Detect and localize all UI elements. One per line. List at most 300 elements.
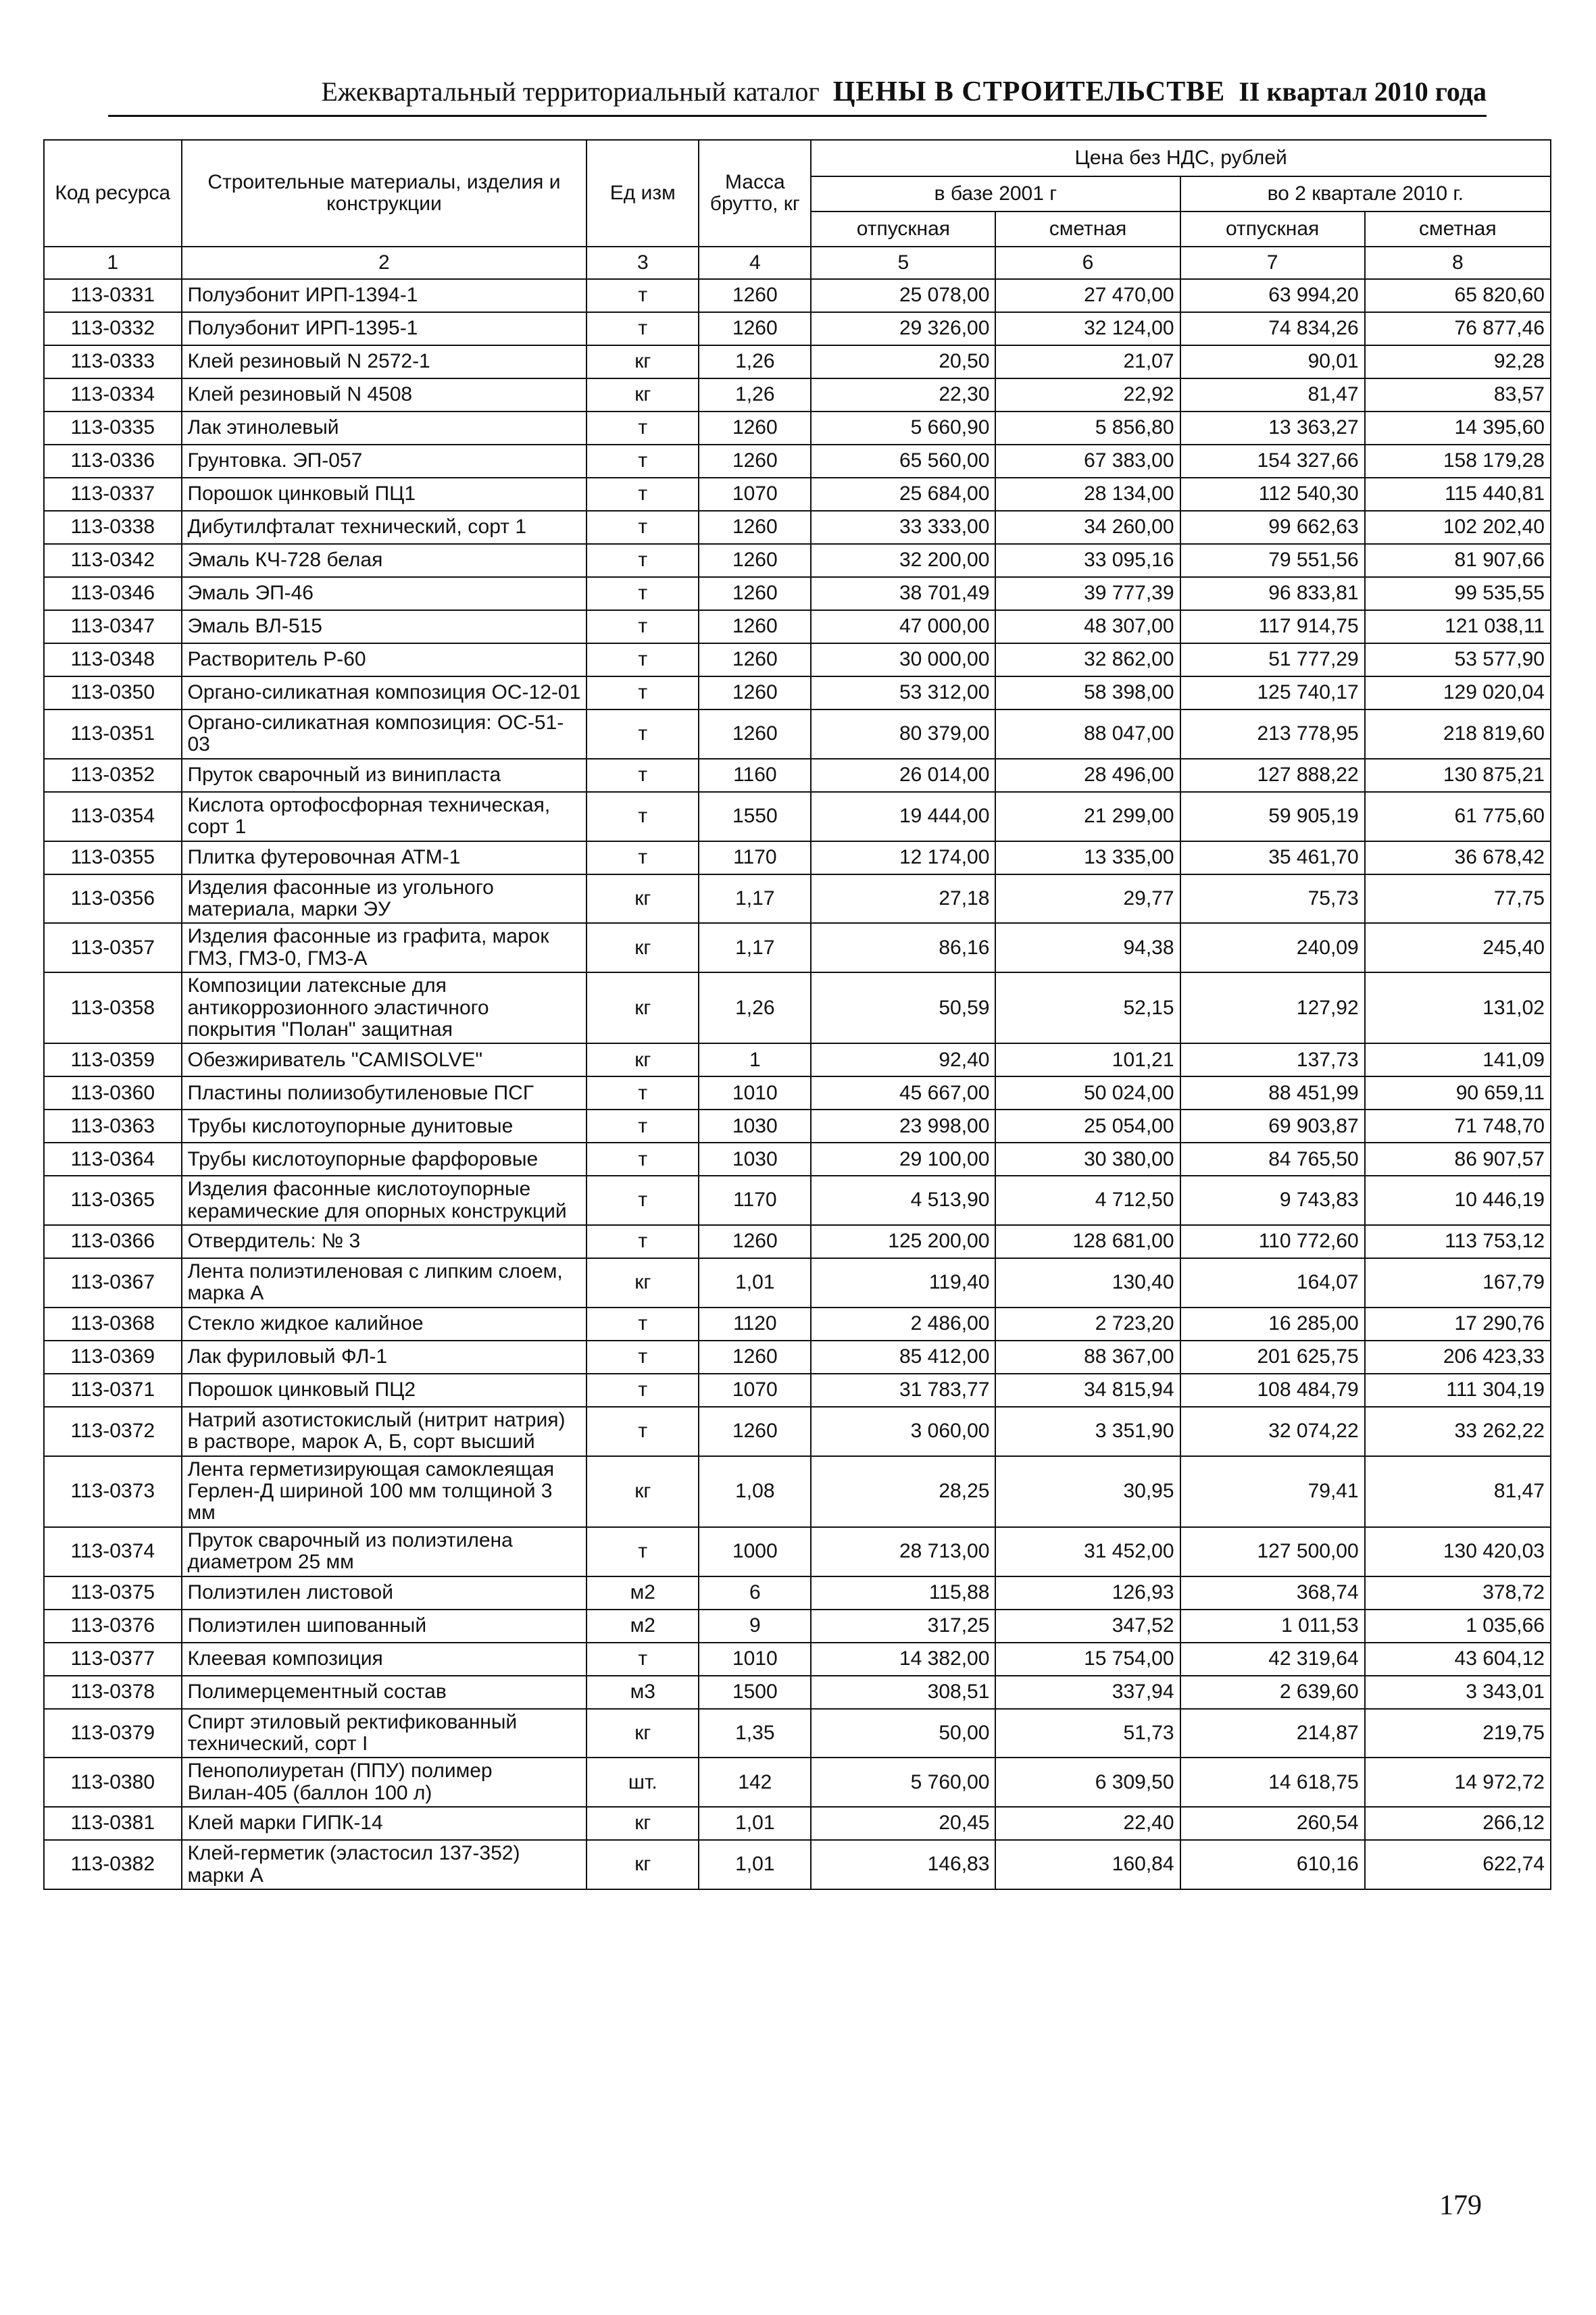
table-row bbox=[44, 643, 1551, 676]
resource-code-cell: 113-0381 bbox=[44, 1807, 182, 1840]
base-release-price-cell: 33 333,00 bbox=[811, 511, 995, 544]
current-estimate-price-cell: 10 446,19 bbox=[1365, 1176, 1551, 1225]
mass-cell: 1170 bbox=[699, 1176, 811, 1225]
resource-code-cell: 113-0378 bbox=[44, 1676, 182, 1709]
current-estimate-price-cell: 36 678,42 bbox=[1365, 841, 1551, 874]
current-release-price-cell: 35 461,70 bbox=[1180, 841, 1365, 874]
mass-cell: 1260 bbox=[699, 610, 811, 643]
material-name-cell: Натрий азотистокислый (нитрит натрия) в растворе, марок А, Б, сорт высший bbox=[182, 1407, 587, 1456]
mass-cell: 1030 bbox=[699, 1143, 811, 1176]
table-row bbox=[44, 1610, 1551, 1643]
base-estimate-price-cell: 32 862,00 bbox=[995, 643, 1180, 676]
table-row bbox=[44, 345, 1551, 378]
unit-cell: т bbox=[587, 710, 699, 759]
current-estimate-price-cell: 61 775,60 bbox=[1365, 792, 1551, 841]
column-index-row-group bbox=[44, 247, 1551, 279]
base-release-price-cell: 92,40 bbox=[811, 1043, 995, 1076]
mass-cell: 1260 bbox=[699, 279, 811, 312]
table-row bbox=[44, 1374, 1551, 1407]
base-estimate-price-cell: 67 383,00 bbox=[995, 445, 1180, 478]
table-row bbox=[44, 279, 1551, 312]
current-estimate-price-cell: 266,12 bbox=[1365, 1807, 1551, 1840]
unit-cell: кг bbox=[587, 874, 699, 924]
base-release-price-cell: 65 560,00 bbox=[811, 445, 995, 478]
resource-code-cell: 113-0352 bbox=[44, 759, 182, 792]
unit-cell: кг bbox=[587, 972, 699, 1043]
resource-code-cell: 113-0379 bbox=[44, 1709, 182, 1758]
base-release-price-cell: 23 998,00 bbox=[811, 1110, 995, 1143]
material-name-cell: Клей резиновый N 4508 bbox=[182, 378, 587, 412]
base-estimate-price-cell: 48 307,00 bbox=[995, 610, 1180, 643]
table-row bbox=[44, 1076, 1551, 1110]
current-estimate-price-cell: 14 395,60 bbox=[1365, 412, 1551, 445]
column-index: 1 bbox=[44, 247, 182, 279]
mass-cell: 1160 bbox=[699, 759, 811, 792]
base-release-price-cell: 38 701,49 bbox=[811, 577, 995, 610]
current-release-price-cell: 42 319,64 bbox=[1180, 1643, 1365, 1676]
header-release-2001: отпускная bbox=[811, 211, 995, 247]
base-release-price-cell: 19 444,00 bbox=[811, 792, 995, 841]
material-name-cell: Полуэбонит ИРП-1395-1 bbox=[182, 312, 587, 345]
mass-cell: 1260 bbox=[699, 1407, 811, 1456]
base-release-price-cell: 47 000,00 bbox=[811, 610, 995, 643]
base-estimate-price-cell: 337,94 bbox=[995, 1676, 1180, 1709]
mass-cell: 1260 bbox=[699, 577, 811, 610]
unit-cell: кг bbox=[587, 345, 699, 378]
current-release-price-cell: 32 074,22 bbox=[1180, 1407, 1365, 1456]
table-row bbox=[44, 710, 1551, 759]
material-name-cell: Растворитель Р-60 bbox=[182, 643, 587, 676]
current-estimate-price-cell: 131,02 bbox=[1365, 972, 1551, 1043]
current-release-price-cell: 90,01 bbox=[1180, 345, 1365, 378]
resource-code-cell: 113-0369 bbox=[44, 1341, 182, 1374]
resource-code-cell: 113-0346 bbox=[44, 577, 182, 610]
column-index: 3 bbox=[587, 247, 699, 279]
current-release-price-cell: 214,87 bbox=[1180, 1709, 1365, 1758]
material-name-cell: Лента герметизирующая самоклеящая Герлен-Д шириной 100 мм толщиной 3 мм bbox=[182, 1456, 587, 1527]
base-estimate-price-cell: 58 398,00 bbox=[995, 676, 1180, 710]
table-row bbox=[44, 478, 1551, 511]
base-estimate-price-cell: 22,92 bbox=[995, 378, 1180, 412]
material-name-cell: Изделия фасонные из графита, марок ГМЗ, ГМЗ-0, ГМЗ-А bbox=[182, 923, 587, 972]
base-release-price-cell: 25 078,00 bbox=[811, 279, 995, 312]
base-release-price-cell: 31 783,77 bbox=[811, 1374, 995, 1407]
current-estimate-price-cell: 71 748,70 bbox=[1365, 1110, 1551, 1143]
resource-code-cell: 113-0355 bbox=[44, 841, 182, 874]
current-estimate-price-cell: 14 972,72 bbox=[1365, 1758, 1551, 1807]
current-estimate-price-cell: 81,47 bbox=[1365, 1456, 1551, 1527]
material-name-cell: Изделия фасонные из угольного материала, марки ЭУ bbox=[182, 874, 587, 924]
mass-cell: 1260 bbox=[699, 412, 811, 445]
current-estimate-price-cell: 83,57 bbox=[1365, 378, 1551, 412]
base-estimate-price-cell: 130,40 bbox=[995, 1258, 1180, 1308]
resource-code-cell: 113-0367 bbox=[44, 1258, 182, 1308]
unit-cell: т bbox=[587, 1643, 699, 1676]
current-estimate-price-cell: 81 907,66 bbox=[1365, 544, 1551, 577]
current-release-price-cell: 213 778,95 bbox=[1180, 710, 1365, 759]
resource-code-cell: 113-0363 bbox=[44, 1110, 182, 1143]
unit-cell: т bbox=[587, 478, 699, 511]
base-release-price-cell: 26 014,00 bbox=[811, 759, 995, 792]
current-release-price-cell: 51 777,29 bbox=[1180, 643, 1365, 676]
current-release-price-cell: 2 639,60 bbox=[1180, 1676, 1365, 1709]
unit-cell: м2 bbox=[587, 1576, 699, 1610]
current-release-price-cell: 610,16 bbox=[1180, 1840, 1365, 1889]
base-estimate-price-cell: 126,93 bbox=[995, 1576, 1180, 1610]
table-row bbox=[44, 577, 1551, 610]
material-name-cell: Органо-силикатная композиция ОС-12-01 bbox=[182, 676, 587, 710]
current-estimate-price-cell: 130 420,03 bbox=[1365, 1527, 1551, 1576]
unit-cell: т bbox=[587, 1076, 699, 1110]
current-estimate-price-cell: 219,75 bbox=[1365, 1709, 1551, 1758]
mass-cell: 1550 bbox=[699, 792, 811, 841]
table-header bbox=[44, 140, 1551, 247]
base-estimate-price-cell: 33 095,16 bbox=[995, 544, 1180, 577]
header-rule bbox=[108, 115, 1487, 117]
current-release-price-cell: 117 914,75 bbox=[1180, 610, 1365, 643]
base-release-price-cell: 317,25 bbox=[811, 1610, 995, 1643]
material-name-cell: Порошок цинковый ПЦ2 bbox=[182, 1374, 587, 1407]
resource-code-cell: 113-0359 bbox=[44, 1043, 182, 1076]
unit-cell: т bbox=[587, 1143, 699, 1176]
unit-cell: т bbox=[587, 1308, 699, 1341]
current-estimate-price-cell: 90 659,11 bbox=[1365, 1076, 1551, 1110]
material-name-cell: Пруток сварочный из винипласта bbox=[182, 759, 587, 792]
unit-cell: кг bbox=[587, 923, 699, 972]
header-unit: Ед изм bbox=[587, 140, 699, 247]
current-estimate-price-cell: 121 038,11 bbox=[1365, 610, 1551, 643]
current-release-price-cell: 74 834,26 bbox=[1180, 312, 1365, 345]
table-row bbox=[44, 1308, 1551, 1341]
unit-cell: т bbox=[587, 544, 699, 577]
column-index: 2 bbox=[182, 247, 587, 279]
header-name: Строительные материалы, изделия и конструкции bbox=[182, 140, 587, 247]
material-name-cell: Эмаль ВЛ-515 bbox=[182, 610, 587, 643]
base-estimate-price-cell: 30,95 bbox=[995, 1456, 1180, 1527]
base-estimate-price-cell: 128 681,00 bbox=[995, 1225, 1180, 1258]
header-release-2010: отпускная bbox=[1180, 211, 1365, 247]
table-row bbox=[44, 1341, 1551, 1374]
base-estimate-price-cell: 13 335,00 bbox=[995, 841, 1180, 874]
resource-code-cell: 113-0332 bbox=[44, 312, 182, 345]
current-release-price-cell: 81,47 bbox=[1180, 378, 1365, 412]
header-prefix: Ежеквартальный территориальный каталог bbox=[321, 76, 820, 107]
current-release-price-cell: 154 327,66 bbox=[1180, 445, 1365, 478]
unit-cell: м3 bbox=[587, 1676, 699, 1709]
base-estimate-price-cell: 32 124,00 bbox=[995, 312, 1180, 345]
column-index: 6 bbox=[995, 247, 1180, 279]
mass-cell: 1070 bbox=[699, 478, 811, 511]
material-name-cell: Полуэбонит ИРП-1394-1 bbox=[182, 279, 587, 312]
header-mass: Масса брутто, кг bbox=[699, 140, 811, 247]
material-name-cell: Клей марки ГИПК-14 bbox=[182, 1807, 587, 1840]
material-name-cell: Кислота ортофосфорная техническая, сорт 1 bbox=[182, 792, 587, 841]
mass-cell: 1,26 bbox=[699, 378, 811, 412]
base-estimate-price-cell: 347,52 bbox=[995, 1610, 1180, 1643]
current-estimate-price-cell: 76 877,46 bbox=[1365, 312, 1551, 345]
table-row bbox=[44, 1709, 1551, 1758]
base-release-price-cell: 5 760,00 bbox=[811, 1758, 995, 1807]
mass-cell: 1260 bbox=[699, 1341, 811, 1374]
mass-cell: 1,01 bbox=[699, 1807, 811, 1840]
base-estimate-price-cell: 34 815,94 bbox=[995, 1374, 1180, 1407]
unit-cell: т bbox=[587, 759, 699, 792]
column-index: 5 bbox=[811, 247, 995, 279]
unit-cell: т bbox=[587, 1374, 699, 1407]
mass-cell: 1,17 bbox=[699, 874, 811, 924]
catalog-period: II квартал 2010 года bbox=[1239, 76, 1487, 107]
table-row bbox=[44, 1527, 1551, 1576]
material-name-cell: Пруток сварочный из полиэтилена диаметром 25 мм bbox=[182, 1527, 587, 1576]
current-release-price-cell: 75,73 bbox=[1180, 874, 1365, 924]
current-release-price-cell: 79 551,56 bbox=[1180, 544, 1365, 577]
unit-cell: кг bbox=[587, 1709, 699, 1758]
header-estimate-2001: сметная bbox=[995, 211, 1180, 247]
current-release-price-cell: 127 500,00 bbox=[1180, 1527, 1365, 1576]
base-release-price-cell: 308,51 bbox=[811, 1676, 995, 1709]
unit-cell: т bbox=[587, 1176, 699, 1225]
table-row bbox=[44, 792, 1551, 841]
unit-cell: т bbox=[587, 412, 699, 445]
mass-cell: 1260 bbox=[699, 643, 811, 676]
mass-cell: 1260 bbox=[699, 676, 811, 710]
current-estimate-price-cell: 92,28 bbox=[1365, 345, 1551, 378]
resource-code-cell: 113-0348 bbox=[44, 643, 182, 676]
mass-cell: 1260 bbox=[699, 312, 811, 345]
current-release-price-cell: 9 743,83 bbox=[1180, 1176, 1365, 1225]
current-release-price-cell: 127,92 bbox=[1180, 972, 1365, 1043]
base-estimate-price-cell: 22,40 bbox=[995, 1807, 1180, 1840]
resource-code-cell: 113-0368 bbox=[44, 1308, 182, 1341]
table-row bbox=[44, 544, 1551, 577]
resource-code-cell: 113-0373 bbox=[44, 1456, 182, 1527]
base-estimate-price-cell: 28 134,00 bbox=[995, 478, 1180, 511]
resource-code-cell: 113-0335 bbox=[44, 412, 182, 445]
table-body bbox=[44, 279, 1551, 1889]
mass-cell: 1260 bbox=[699, 710, 811, 759]
base-estimate-price-cell: 5 856,80 bbox=[995, 412, 1180, 445]
current-release-price-cell: 14 618,75 bbox=[1180, 1758, 1365, 1807]
material-name-cell: Трубы кислотоупорные фарфоровые bbox=[182, 1143, 587, 1176]
current-estimate-price-cell: 102 202,40 bbox=[1365, 511, 1551, 544]
base-estimate-price-cell: 51,73 bbox=[995, 1709, 1180, 1758]
resource-code-cell: 113-0360 bbox=[44, 1076, 182, 1110]
material-name-cell: Органо-силикатная композиция: ОС-51-03 bbox=[182, 710, 587, 759]
base-estimate-price-cell: 50 024,00 bbox=[995, 1076, 1180, 1110]
current-release-price-cell: 108 484,79 bbox=[1180, 1374, 1365, 1407]
material-name-cell: Плитка футеровочная АТМ-1 bbox=[182, 841, 587, 874]
current-release-price-cell: 88 451,99 bbox=[1180, 1076, 1365, 1110]
resource-code-cell: 113-0371 bbox=[44, 1374, 182, 1407]
material-name-cell: Полиэтилен шипованный bbox=[182, 1610, 587, 1643]
base-estimate-price-cell: 30 380,00 bbox=[995, 1143, 1180, 1176]
unit-cell: т bbox=[587, 1407, 699, 1456]
base-estimate-price-cell: 27 470,00 bbox=[995, 279, 1180, 312]
resource-code-cell: 113-0372 bbox=[44, 1407, 182, 1456]
material-name-cell: Порошок цинковый ПЦ1 bbox=[182, 478, 587, 511]
unit-cell: т bbox=[587, 577, 699, 610]
table-row bbox=[44, 1676, 1551, 1709]
base-estimate-price-cell: 25 054,00 bbox=[995, 1110, 1180, 1143]
unit-cell: т bbox=[587, 841, 699, 874]
current-estimate-price-cell: 141,09 bbox=[1365, 1043, 1551, 1076]
column-index: 4 bbox=[699, 247, 811, 279]
unit-cell: т bbox=[587, 792, 699, 841]
material-name-cell: Отвердитель: № 3 bbox=[182, 1225, 587, 1258]
current-estimate-price-cell: 129 020,04 bbox=[1365, 676, 1551, 710]
base-release-price-cell: 5 660,90 bbox=[811, 412, 995, 445]
table-row bbox=[44, 1840, 1551, 1889]
table-row bbox=[44, 610, 1551, 643]
base-release-price-cell: 20,50 bbox=[811, 345, 995, 378]
table-row bbox=[44, 1110, 1551, 1143]
current-estimate-price-cell: 158 179,28 bbox=[1365, 445, 1551, 478]
unit-cell: т bbox=[587, 1225, 699, 1258]
table-row bbox=[44, 841, 1551, 874]
current-release-price-cell: 164,07 bbox=[1180, 1258, 1365, 1308]
base-release-price-cell: 12 174,00 bbox=[811, 841, 995, 874]
current-estimate-price-cell: 130 875,21 bbox=[1365, 759, 1551, 792]
resource-code-cell: 113-0365 bbox=[44, 1176, 182, 1225]
mass-cell: 1260 bbox=[699, 445, 811, 478]
current-estimate-price-cell: 113 753,12 bbox=[1365, 1225, 1551, 1258]
page-number: 179 bbox=[1439, 2190, 1482, 2221]
current-release-price-cell: 368,74 bbox=[1180, 1576, 1365, 1610]
resource-code-cell: 113-0366 bbox=[44, 1225, 182, 1258]
material-name-cell: Грунтовка. ЭП-057 bbox=[182, 445, 587, 478]
base-release-price-cell: 25 684,00 bbox=[811, 478, 995, 511]
table-row bbox=[44, 1407, 1551, 1456]
table-row bbox=[44, 412, 1551, 445]
table-row bbox=[44, 1576, 1551, 1610]
base-estimate-price-cell: 6 309,50 bbox=[995, 1758, 1180, 1807]
base-release-price-cell: 32 200,00 bbox=[811, 544, 995, 577]
table-row bbox=[44, 874, 1551, 924]
material-name-cell: Полимерцементный состав bbox=[182, 1676, 587, 1709]
base-estimate-price-cell: 21,07 bbox=[995, 345, 1180, 378]
unit-cell: т bbox=[587, 511, 699, 544]
base-release-price-cell: 50,59 bbox=[811, 972, 995, 1043]
base-release-price-cell: 146,83 bbox=[811, 1840, 995, 1889]
current-release-price-cell: 260,54 bbox=[1180, 1807, 1365, 1840]
mass-cell: 1,08 bbox=[699, 1456, 811, 1527]
unit-cell: т bbox=[587, 610, 699, 643]
base-release-price-cell: 80 379,00 bbox=[811, 710, 995, 759]
header-code: Код ресурса bbox=[44, 140, 182, 247]
mass-cell: 142 bbox=[699, 1758, 811, 1807]
base-release-price-cell: 53 312,00 bbox=[811, 676, 995, 710]
current-estimate-price-cell: 17 290,76 bbox=[1365, 1308, 1551, 1341]
unit-cell: кг bbox=[587, 1840, 699, 1889]
mass-cell: 1000 bbox=[699, 1527, 811, 1576]
base-release-price-cell: 45 667,00 bbox=[811, 1076, 995, 1110]
resource-code-cell: 113-0364 bbox=[44, 1143, 182, 1176]
mass-cell: 1,01 bbox=[699, 1258, 811, 1308]
base-release-price-cell: 50,00 bbox=[811, 1709, 995, 1758]
current-estimate-price-cell: 622,74 bbox=[1365, 1840, 1551, 1889]
base-release-price-cell: 29 326,00 bbox=[811, 312, 995, 345]
current-release-price-cell: 63 994,20 bbox=[1180, 279, 1365, 312]
base-estimate-price-cell: 2 723,20 bbox=[995, 1308, 1180, 1341]
current-estimate-price-cell: 245,40 bbox=[1365, 923, 1551, 972]
base-estimate-price-cell: 4 712,50 bbox=[995, 1176, 1180, 1225]
mass-cell: 1 bbox=[699, 1043, 811, 1076]
unit-cell: т bbox=[587, 312, 699, 345]
material-name-cell: Лак этинолевый bbox=[182, 412, 587, 445]
base-release-price-cell: 86,16 bbox=[811, 923, 995, 972]
current-estimate-price-cell: 77,75 bbox=[1365, 874, 1551, 924]
material-name-cell: Дибутилфталат технический, сорт 1 bbox=[182, 511, 587, 544]
column-index-row bbox=[44, 247, 1551, 279]
resource-code-cell: 113-0382 bbox=[44, 1840, 182, 1889]
table-row bbox=[44, 1456, 1551, 1527]
mass-cell: 1,35 bbox=[699, 1709, 811, 1758]
table-row bbox=[44, 972, 1551, 1043]
base-release-price-cell: 22,30 bbox=[811, 378, 995, 412]
material-name-cell: Лак фуриловый ФЛ-1 bbox=[182, 1341, 587, 1374]
table-row bbox=[44, 1176, 1551, 1225]
resource-code-cell: 113-0377 bbox=[44, 1643, 182, 1676]
current-release-price-cell: 127 888,22 bbox=[1180, 759, 1365, 792]
unit-cell: т bbox=[587, 1110, 699, 1143]
resource-code-cell: 113-0337 bbox=[44, 478, 182, 511]
material-name-cell: Обезжириватель "CAMISOLVE" bbox=[182, 1043, 587, 1076]
current-estimate-price-cell: 111 304,19 bbox=[1365, 1374, 1551, 1407]
resource-code-cell: 113-0374 bbox=[44, 1527, 182, 1576]
base-estimate-price-cell: 52,15 bbox=[995, 972, 1180, 1043]
current-release-price-cell: 96 833,81 bbox=[1180, 577, 1365, 610]
base-release-price-cell: 28,25 bbox=[811, 1456, 995, 1527]
base-estimate-price-cell: 21 299,00 bbox=[995, 792, 1180, 841]
material-name-cell: Пластины полиизобутиленовые ПСГ bbox=[182, 1076, 587, 1110]
resource-code-cell: 113-0336 bbox=[44, 445, 182, 478]
mass-cell: 1,26 bbox=[699, 972, 811, 1043]
current-estimate-price-cell: 218 819,60 bbox=[1365, 710, 1551, 759]
base-estimate-price-cell: 88 047,00 bbox=[995, 710, 1180, 759]
unit-cell: кг bbox=[587, 1258, 699, 1308]
mass-cell: 1010 bbox=[699, 1643, 811, 1676]
current-estimate-price-cell: 65 820,60 bbox=[1365, 279, 1551, 312]
material-name-cell: Эмаль ЭП-46 bbox=[182, 577, 587, 610]
base-release-price-cell: 2 486,00 bbox=[811, 1308, 995, 1341]
resource-code-cell: 113-0354 bbox=[44, 792, 182, 841]
current-release-price-cell: 84 765,50 bbox=[1180, 1143, 1365, 1176]
resource-code-cell: 113-0376 bbox=[44, 1610, 182, 1643]
mass-cell: 1170 bbox=[699, 841, 811, 874]
base-release-price-cell: 20,45 bbox=[811, 1807, 995, 1840]
material-name-cell: Клей резиновый N 2572-1 bbox=[182, 345, 587, 378]
unit-cell: т bbox=[587, 643, 699, 676]
mass-cell: 1260 bbox=[699, 544, 811, 577]
base-estimate-price-cell: 88 367,00 bbox=[995, 1341, 1180, 1374]
header-price-group: Цена без НДС, рублей bbox=[811, 140, 1551, 176]
table-row bbox=[44, 1807, 1551, 1840]
material-name-cell: Клей-герметик (эластосил 137-352) марки А bbox=[182, 1840, 587, 1889]
table-row bbox=[44, 1225, 1551, 1258]
base-estimate-price-cell: 3 351,90 bbox=[995, 1407, 1180, 1456]
unit-cell: т bbox=[587, 1527, 699, 1576]
current-estimate-price-cell: 53 577,90 bbox=[1365, 643, 1551, 676]
resource-code-cell: 113-0380 bbox=[44, 1758, 182, 1807]
mass-cell: 1120 bbox=[699, 1308, 811, 1341]
mass-cell: 1260 bbox=[699, 1225, 811, 1258]
material-name-cell: Полиэтилен листовой bbox=[182, 1576, 587, 1610]
base-release-price-cell: 28 713,00 bbox=[811, 1527, 995, 1576]
unit-cell: шт. bbox=[587, 1758, 699, 1807]
resource-code-cell: 113-0358 bbox=[44, 972, 182, 1043]
current-release-price-cell: 16 285,00 bbox=[1180, 1308, 1365, 1341]
table-row bbox=[44, 312, 1551, 345]
